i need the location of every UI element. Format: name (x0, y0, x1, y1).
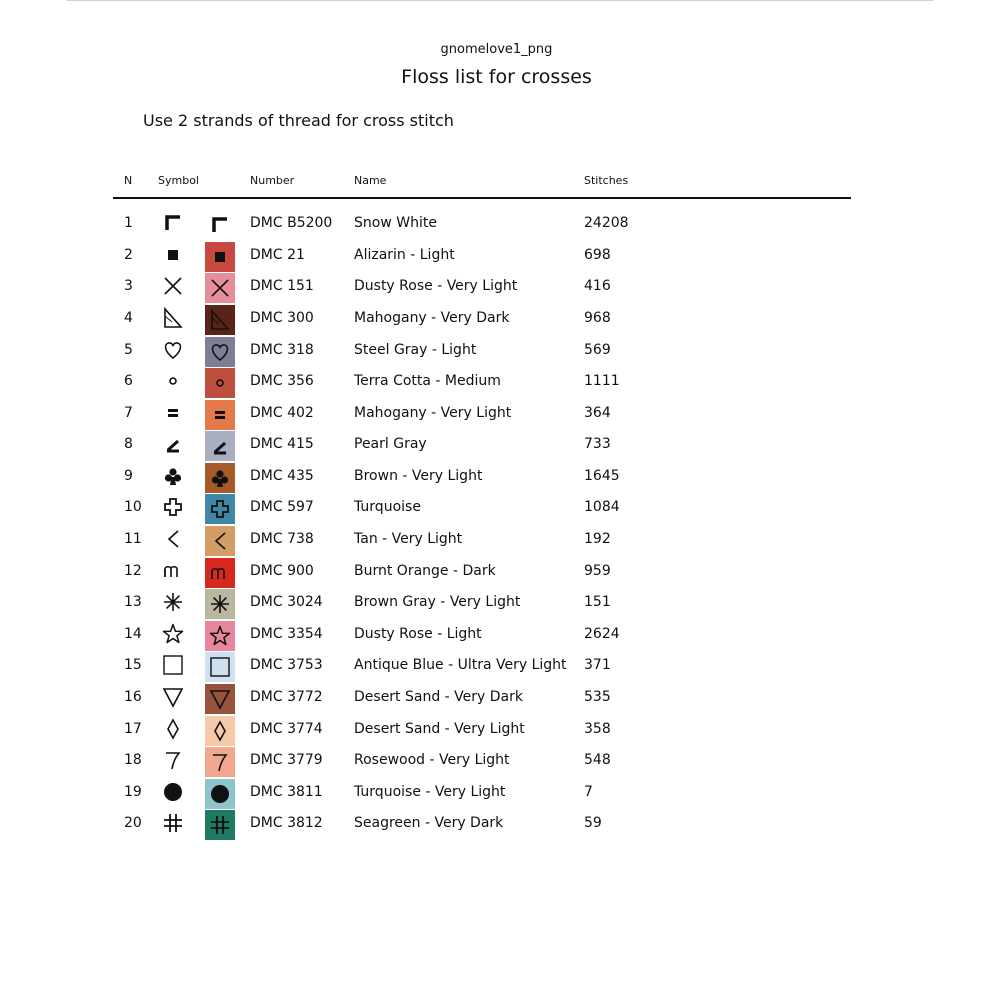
table-row (0, 558, 1000, 584)
stitch-count: 2624 (584, 626, 620, 642)
color-swatch (205, 400, 235, 430)
stitch-count: 358 (584, 721, 611, 737)
star-icon (161, 622, 185, 646)
row-number: 17 (124, 721, 142, 737)
table-row (0, 621, 1000, 647)
stitch-count: 364 (584, 405, 611, 421)
floss-name: Desert Sand - Very Light (354, 721, 525, 737)
stitch-count: 535 (584, 689, 611, 705)
filled-circle-icon (161, 780, 185, 804)
floss-number: DMC 415 (250, 436, 314, 452)
header-divider (113, 197, 851, 199)
color-swatch (205, 621, 235, 651)
floss-number: DMC 318 (250, 342, 314, 358)
stitch-count: 416 (584, 278, 611, 294)
heart-icon (161, 338, 185, 362)
floss-name: Rosewood - Very Light (354, 752, 510, 768)
floss-number: DMC 435 (250, 468, 314, 484)
color-swatch (205, 747, 235, 777)
floss-name: Mahogany - Very Dark (354, 310, 510, 326)
row-number: 14 (124, 626, 142, 642)
floss-name: Brown - Very Light (354, 468, 483, 484)
table-row (0, 747, 1000, 773)
table-row (0, 779, 1000, 805)
asterisk-icon (161, 590, 185, 614)
color-swatch (205, 494, 235, 524)
row-number: 7 (124, 405, 133, 421)
floss-number: DMC 3354 (250, 626, 323, 642)
floss-name: Dusty Rose - Very Light (354, 278, 518, 294)
floss-number: DMC 3811 (250, 784, 323, 800)
table-row (0, 463, 1000, 489)
stitch-count: 698 (584, 247, 611, 263)
table-row (0, 716, 1000, 742)
floss-name: Burnt Orange - Dark (354, 563, 496, 579)
stitch-count: 959 (584, 563, 611, 579)
color-swatch (205, 716, 235, 746)
row-number: 1 (124, 215, 133, 231)
stitch-count: 733 (584, 436, 611, 452)
floss-name: Antique Blue - Ultra Very Light (354, 657, 567, 673)
color-swatch (205, 652, 235, 682)
floss-number: DMC 3779 (250, 752, 323, 768)
floss-name: Brown Gray - Very Light (354, 594, 521, 610)
letter-m-icon (161, 559, 185, 583)
row-number: 16 (124, 689, 142, 705)
file-name: gnomelove1_png (440, 42, 553, 57)
floss-name: Pearl Gray (354, 436, 427, 452)
floss-name: Mahogany - Very Light (354, 405, 512, 421)
row-number: 2 (124, 247, 133, 263)
floss-name: Steel Gray - Light (354, 342, 477, 358)
stitch-count: 59 (584, 815, 602, 831)
page-title: Floss list for crosses (401, 66, 592, 88)
floss-name: Alizarin - Light (354, 247, 455, 263)
stitch-count: 569 (584, 342, 611, 358)
floss-name: Turquoise - Very Light (354, 784, 506, 800)
floss-number: DMC 738 (250, 531, 314, 547)
diamond-icon (161, 717, 185, 741)
table-row (0, 337, 1000, 363)
color-swatch (205, 273, 235, 303)
floss-number: DMC 151 (250, 278, 314, 294)
row-number: 11 (124, 531, 142, 547)
table-row (0, 368, 1000, 394)
row-number: 4 (124, 310, 133, 326)
equals-icon (161, 401, 185, 425)
table-row (0, 589, 1000, 615)
row-number: 9 (124, 468, 133, 484)
seven-icon (161, 748, 185, 772)
color-swatch (205, 463, 235, 493)
right-triangle-icon (161, 306, 185, 330)
color-swatch (205, 684, 235, 714)
floss-number: DMC 300 (250, 310, 314, 326)
floss-name: Desert Sand - Very Dark (354, 689, 523, 705)
color-swatch (205, 589, 235, 619)
square-icon (161, 653, 185, 677)
stitch-count: 371 (584, 657, 611, 673)
small-square-icon (161, 243, 185, 267)
color-swatch (205, 810, 235, 840)
color-swatch (205, 210, 235, 240)
floss-number: DMC 356 (250, 373, 314, 389)
color-swatch (205, 337, 235, 367)
row-number: 6 (124, 373, 133, 389)
color-swatch (205, 431, 235, 461)
header-n: N (124, 174, 133, 187)
floss-number: DMC 21 (250, 247, 305, 263)
hash-icon (161, 811, 185, 835)
table-row (0, 526, 1000, 552)
floss-number: DMC B5200 (250, 215, 333, 231)
table-row (0, 305, 1000, 331)
floss-number: DMC 3774 (250, 721, 323, 737)
color-swatch (205, 779, 235, 809)
table-row (0, 652, 1000, 678)
x-mark-icon (161, 274, 185, 298)
row-number: 18 (124, 752, 142, 768)
row-number: 8 (124, 436, 133, 452)
small-circle-icon (161, 369, 185, 393)
stitch-count: 24208 (584, 215, 629, 231)
top-divider (67, 0, 933, 1)
row-number: 10 (124, 499, 142, 515)
angle-icon (161, 432, 185, 456)
floss-number: DMC 3812 (250, 815, 323, 831)
table-row (0, 431, 1000, 457)
color-swatch (205, 305, 235, 335)
floss-number: DMC 900 (250, 563, 314, 579)
table-row (0, 400, 1000, 426)
corner-icon (161, 211, 185, 235)
table-row (0, 210, 1000, 236)
stitch-count: 151 (584, 594, 611, 610)
row-number: 19 (124, 784, 142, 800)
row-number: 15 (124, 657, 142, 673)
color-swatch (205, 558, 235, 588)
header-number: Number (250, 174, 295, 187)
header-name: Name (354, 174, 387, 187)
floss-name: Snow White (354, 215, 437, 231)
less-than-icon (161, 527, 185, 551)
stitch-count: 7 (584, 784, 593, 800)
cross-outline-icon (161, 495, 185, 519)
floss-number: DMC 597 (250, 499, 314, 515)
row-number: 13 (124, 594, 142, 610)
row-number: 5 (124, 342, 133, 358)
stitch-count: 1111 (584, 373, 620, 389)
stitch-count: 192 (584, 531, 611, 547)
table-row (0, 494, 1000, 520)
floss-number: DMC 3772 (250, 689, 323, 705)
table-row (0, 810, 1000, 836)
color-swatch (205, 526, 235, 556)
floss-name: Seagreen - Very Dark (354, 815, 504, 831)
instructions: Use 2 strands of thread for cross stitch (143, 111, 454, 130)
floss-number: DMC 3024 (250, 594, 323, 610)
floss-name: Tan - Very Light (354, 531, 463, 547)
table-row (0, 273, 1000, 299)
floss-number: DMC 3753 (250, 657, 323, 673)
color-swatch (205, 242, 235, 272)
header-stitches: Stitches (584, 174, 629, 187)
floss-name: Dusty Rose - Light (354, 626, 482, 642)
row-number: 20 (124, 815, 142, 831)
stitch-count: 1645 (584, 468, 620, 484)
row-number: 12 (124, 563, 142, 579)
floss-name: Turquoise (354, 499, 421, 515)
floss-number: DMC 402 (250, 405, 314, 421)
club-icon (161, 464, 185, 488)
stitch-count: 1084 (584, 499, 620, 515)
color-swatch (205, 368, 235, 398)
table-row (0, 684, 1000, 710)
down-triangle-icon (161, 685, 185, 709)
table-row (0, 242, 1000, 268)
row-number: 3 (124, 278, 133, 294)
floss-name: Terra Cotta - Medium (354, 373, 501, 389)
header-symbol: Symbol (158, 174, 199, 187)
stitch-count: 548 (584, 752, 611, 768)
stitch-count: 968 (584, 310, 611, 326)
